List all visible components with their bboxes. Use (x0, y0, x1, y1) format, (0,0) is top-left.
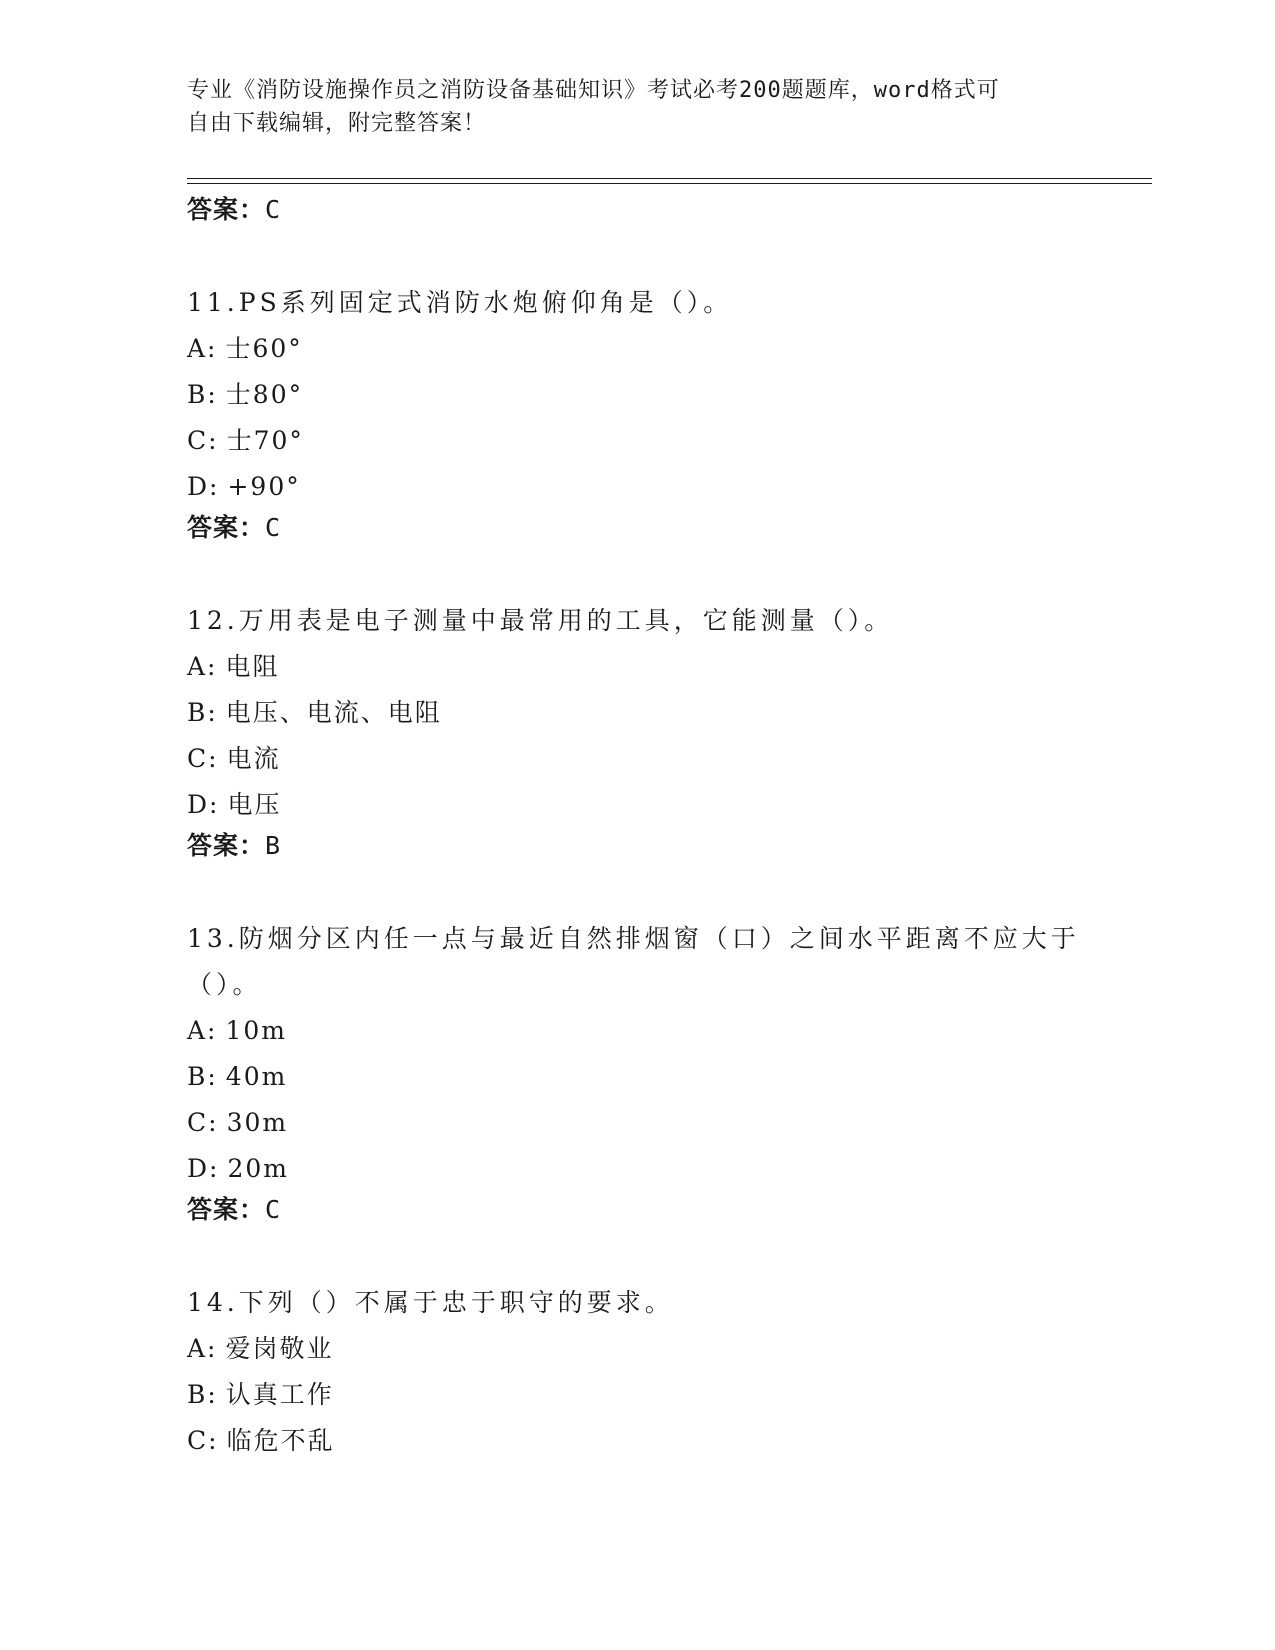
page-header (187, 74, 1067, 140)
question-block-14 (187, 1280, 1087, 1464)
option-c: C: 士70° (187, 426, 304, 455)
previous-answer: 答案：C (187, 195, 282, 224)
option-d: D: +90° (187, 472, 301, 501)
option-b: B: 士80° (187, 380, 304, 409)
answer: 答案：B (187, 831, 282, 860)
option-d: D: 20m (187, 1154, 289, 1183)
question-block-12 (187, 598, 1087, 864)
header-line-2: 自由下载编辑，附完整答案！ (187, 111, 487, 136)
question-block-13 (187, 916, 1087, 1228)
option-c: C: 临危不乱 (187, 1426, 335, 1455)
answer: 答案：C (187, 1195, 282, 1224)
question-stem: 14.下列（）不属于忠于职守的要求。 (187, 1288, 674, 1317)
spacer (187, 228, 1087, 280)
header-line-1: 专业《消防设施操作员之消防设备基础知识》考试必考200题题库，word格式可 (187, 78, 1000, 103)
option-a: A: 电阻 (187, 652, 280, 681)
question-list (187, 192, 1087, 1464)
option-a: A: 爱岗敬业 (187, 1334, 334, 1363)
question-stem: 12.万用表是电子测量中最常用的工具，它能测量（）。 (187, 606, 894, 635)
spacer (187, 864, 1087, 916)
header-double-rule (187, 178, 1152, 184)
option-b: B: 电压、电流、电阻 (187, 698, 442, 727)
option-d: D: 电压 (187, 790, 282, 819)
option-b: B: 40m (187, 1062, 288, 1091)
question-stem: 13.防烟分区内任一点与最近自然排烟窗（口）之间水平距离不应大于（）。 (187, 924, 1080, 999)
option-a: A: 士60° (187, 334, 303, 363)
question-block-11 (187, 280, 1087, 546)
option-c: C: 30m (187, 1108, 289, 1137)
option-b: B: 认真工作 (187, 1380, 334, 1409)
answer: 答案：C (187, 513, 282, 542)
option-c: C: 电流 (187, 744, 281, 773)
spacer (187, 1228, 1087, 1280)
question-stem: 11.PS系列固定式消防水炮俯仰角是（）。 (187, 288, 733, 317)
spacer (187, 546, 1087, 598)
option-a: A: 10m (187, 1016, 288, 1045)
